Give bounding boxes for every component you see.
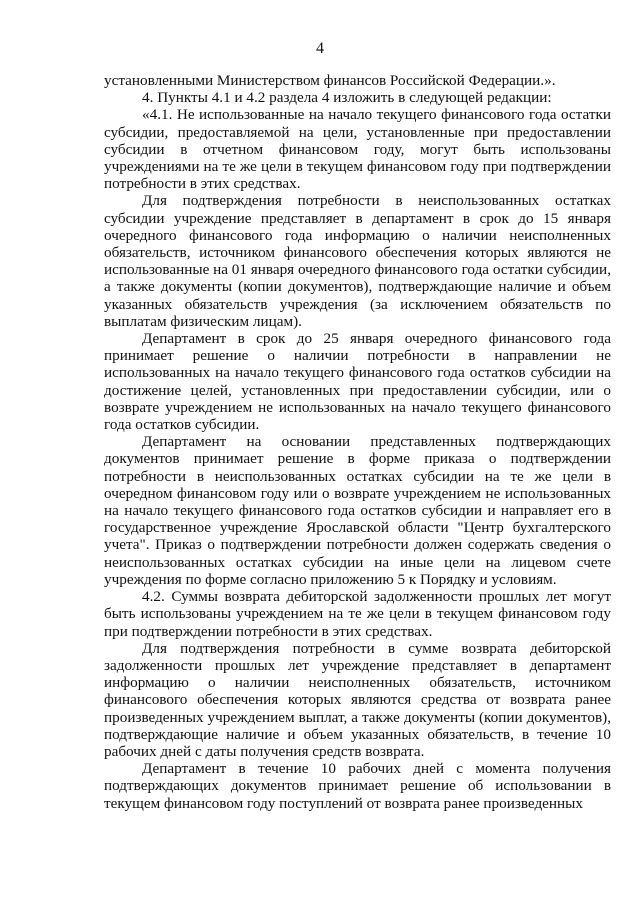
paragraph-clause-4-1: «4.1. Не использованные на начало текущего финансового года остатки субсидии, предоставляемой на цели, установленные при предоставлении субсидии в отчетном финансовом году, могут быть использованы учреждениями на те же цели в текущем финансовом году при подтверждении потребности в этих средствах.	[104, 106, 611, 193]
paragraph-confirmation-receivables: Для подтверждения потребности в сумме возврата дебиторской задолженности прошлых лет учреждение представляет в департамент информацию о наличии неисполненных обязательств, источником финансового обеспечения которых являются средства от возврата ранее произведенных учреждением выплат, а также документы (копии документов), подтверждающие наличие и объем указанных обязательств, в течение 10 рабочих дней с даты получения средств возврата.	[104, 639, 611, 760]
paragraph-continuation: установленными Министерством финансов Российской Федерации.».	[104, 72, 556, 89]
paragraph-clause-4-2: 4.2. Суммы возврата дебиторской задолженности прошлых лет могут быть использованы учреждением на те же цели в текущем финансовом году при подтверждении потребности в этих средствах.	[104, 588, 611, 640]
document-body	[104, 72, 611, 812]
paragraph-item-4: 4. Пункты 4.1 и 4.2 раздела 4 изложить в следующей редакции:	[142, 89, 552, 107]
paragraph-department-ten-days: Департамент в течение 10 рабочих дней с момента получения подтверждающих документов принимает решение об использовании в текущем финансовом году поступлений от возврата ранее произведенных	[104, 760, 611, 812]
paragraph-confirmation-remainders: Для подтверждения потребности в неиспользованных остатках субсидии учреждение представляет в департамент в срок до 15 января очередного финансового года информацию о наличии неисполненных обязательств, источником финансового обеспечения которых являются не использованные на 01 января очередного финансового года остатки субсидии, а также документы (копии документов), подтверждающие наличие и объем указанных обязательств учреждения (за исключением обязательств по выплатам физическим лицам).	[104, 192, 611, 330]
paragraph-department-decision: Департамент в срок до 25 января очередного финансового года принимает решение о наличии потребности в направлении не использованных на начало текущего финансового года остатков субсидии на достижение целей, установленных при предоставлении субсидии, или о возврате учреждением не использованных на начало текущего финансового года остатков субсидии.	[104, 330, 611, 434]
paragraph-department-order: Департамент на основании представленных подтверждающих документов принимает решение в форме приказа о подтверждении потребности в неиспользованных остатках субсидии на те же цели в очередном финансовом году или о возврате учреждением не использованных на начало текущего финансового года остатков субсидии и направляет его в государственное учреждение Ярославской области "Центр бухгалтерского учета". Приказ о подтверждении потребности должен содержать сведения о неиспользованных остатках субсидии на иные цели на лицевом счете учреждения по форме согласно приложению 5 к Порядку и условиям.	[104, 433, 611, 588]
page-number: 4	[316, 40, 324, 57]
